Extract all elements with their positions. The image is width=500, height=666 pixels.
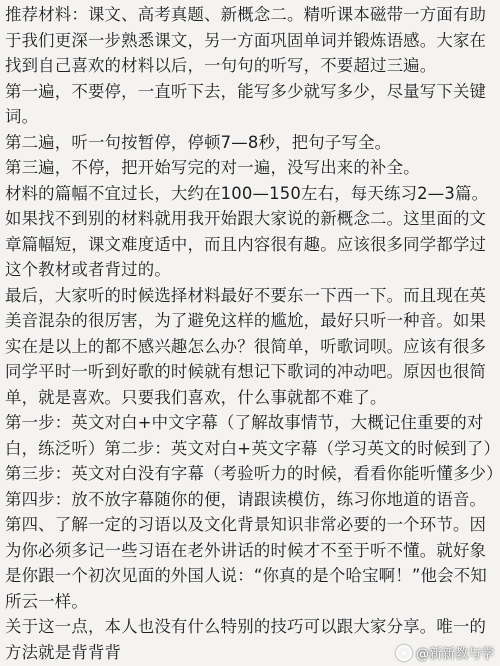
paragraph-third-pass: 第三遍，不停，把开始写完的对一遍，没写出来的补全。 [5, 158, 420, 177]
paragraph-material-length: 材料的篇幅不宜过长，大约在100—150左右，每天练习2—3篇。如果找不到别的材料就用我开始跟大家说的新概念二。这里面的文章篇幅短，课文难度适中，而且内容很有趣。应该很多同学都学过这个教材或者背过的。 [5, 183, 489, 279]
paragraph-idioms: 第四、了解一定的习语以及文化背景知识非常必要的一个环节。因为你必须多记一些习语在老外讲话的时候才不至于听不懂。就好象是你跟一个初次见面的外国人说：“你真的是个哈宝啊！”他会不知所云一样。 [5, 515, 487, 611]
document-body [5, 2, 497, 665]
paragraph-first-pass: 第一遍，不要停，一直听下去，能写多少就写多少，尽量写下关键词。 [5, 81, 487, 126]
paragraph-conclusion: 关于这一点，本人也没有什么特别的技巧可以跟大家分享。唯一的方法就是背背背 [5, 617, 487, 662]
paragraph-second-pass: 第二遍，听一句按暂停，停顿7—8秒，把句子写全。 [5, 132, 392, 152]
circle-logo-icon [396, 645, 412, 661]
paragraph-recommended-materials: 推荐材料：课文、高考真题、新概念二。精听课本磁带一方面有助于我们更深一步熟悉课文，另一方面巩固单词并锻炼语感。大家在找到自己喜欢的材料以后，一句句的听写，不要超过三遍。 [5, 5, 487, 75]
watermark-text: @新新教与学 [415, 647, 494, 662]
paragraph-steps: 第一步：英文对白+中文字幕（了解故事情节，大概记住重要的对白，练泛听）第二步：英文对白+英文字幕（学习英文的时候到了）第三步：英文对白没有字幕（考验听力的时候，看看你能听懂多少）第四步：放不放字幕随你的便，请跟读模仿，练习你地道的语音。 [5, 413, 495, 509]
paragraph-finally: 最后，大家听的时候选择材料最好不要东一下西一下。而且现在英美音混杂的很厉害，为了避免这样的尴尬，最好只听一种音。如果实在是以上的都不感兴趣怎么办？很简单，听歌词呗。应该有很多同学平时一听到好歌的时候就有想记下歌词的冲动吧。原因也很简单，就是喜欢。只要我们喜欢，什么事就都不难了。 [5, 285, 487, 407]
watermark [396, 643, 494, 662]
